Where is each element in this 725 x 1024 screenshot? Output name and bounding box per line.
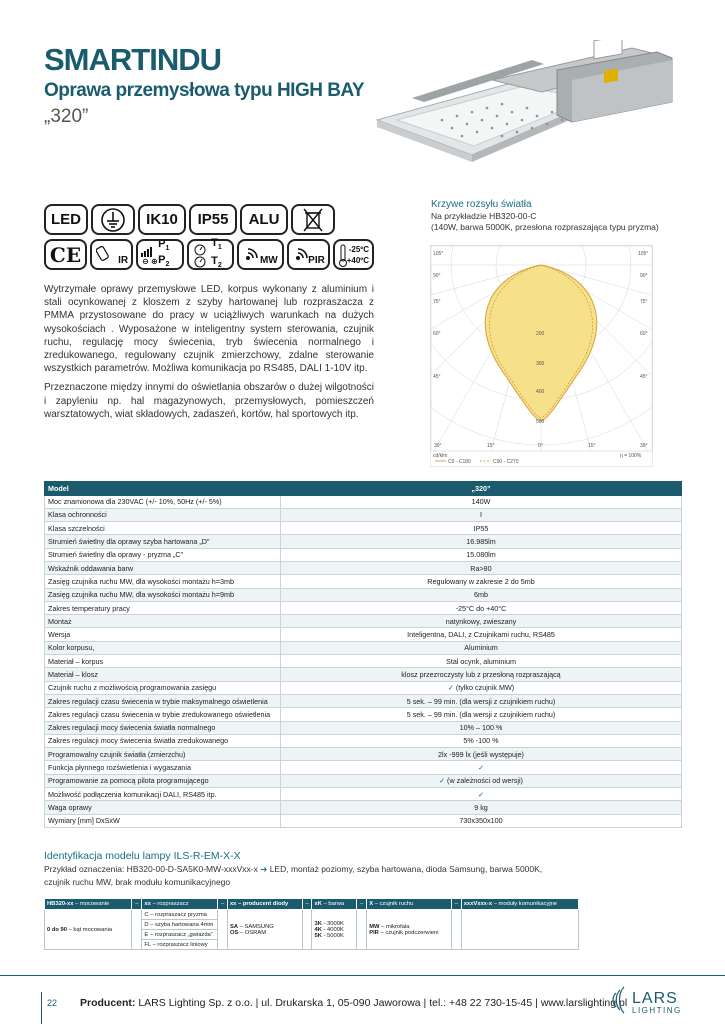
radial-label: 300 <box>536 361 545 367</box>
brand-title: SMARTINDU <box>44 42 221 77</box>
temperature-range-icon: -25ºC +40ºC <box>333 239 374 270</box>
table-row <box>45 522 682 535</box>
table-row <box>45 694 682 707</box>
spec-label: Możliwość podłączenia komunikacji DALI, RS485 itp. <box>45 788 281 801</box>
table-row <box>45 548 682 561</box>
spec-value: Ra>80 <box>281 561 682 574</box>
code-header: xx – rozpraszacz <box>142 899 218 910</box>
table-row <box>45 668 682 681</box>
spec-label: Waga oprawy <box>45 801 281 814</box>
ir-remote-icon <box>90 239 133 270</box>
table-row <box>45 721 682 734</box>
product-description <box>44 283 374 427</box>
diffuser-option: FL – rozpraszacz liniowy <box>142 940 218 950</box>
feature-icons <box>44 204 374 274</box>
led-badge: LED <box>44 204 88 235</box>
spec-value: 16.985lm <box>281 535 682 548</box>
curve-subtitle: (140W, barwa 5000K, przesłona rozpraszająca typu pryzma) <box>431 222 659 232</box>
ce-mark: CE <box>44 239 87 270</box>
check-icon: ✓ <box>439 776 446 786</box>
spec-value: IP55 <box>281 522 682 535</box>
footer-divider <box>0 975 725 976</box>
light-distribution-diagram <box>430 245 653 467</box>
angle-label: 75° <box>640 299 648 305</box>
arrow-icon: ➔ <box>260 864 268 874</box>
radial-label: 200 <box>536 331 545 337</box>
curve-title: Krzywe rozsyłu światła <box>431 199 532 210</box>
svg-text:LARS: LARS <box>632 990 678 1007</box>
spec-label: Strumień świetlny dla oprawy - pryzma „C” <box>45 548 281 561</box>
lars-lighting-logo <box>612 983 687 1017</box>
spec-value <box>281 761 682 774</box>
spec-label: Materiał – korpus <box>45 655 281 668</box>
spec-value: Aluminium <box>281 641 682 654</box>
unit-label: cd/klm <box>433 453 448 459</box>
spec-label: Zasięg czujnika ruchu MW, dla wysokości montażu h=3mb <box>45 575 281 588</box>
spec-value: 15.080lm <box>281 548 682 561</box>
spec-table <box>44 481 682 828</box>
ik10-badge: IK10 <box>138 204 186 235</box>
radial-label: 500 <box>536 419 545 425</box>
spec-value: 5% -100 % <box>281 734 682 747</box>
angle-label: 75° <box>433 299 441 305</box>
table-header-row <box>45 482 682 496</box>
spec-value <box>281 788 682 801</box>
ip55-badge: IP55 <box>189 204 237 235</box>
table-row <box>45 774 682 787</box>
spec-label: Wersja <box>45 628 281 641</box>
sensor-cell: MW – mikrofala PIR – czujnik podczerwieni <box>367 910 452 950</box>
ground-icon <box>91 204 135 235</box>
angle-label: 0° <box>538 443 543 449</box>
spec-label: Materiał – klosz <box>45 668 281 681</box>
angle-label: 15° <box>487 443 495 449</box>
description-paragraph: Wytrzymałe oprawy przemysłowe LED, korpus wykonany z aluminium i stali ocynkowanej z kloszem z szyby hartowanej lub rozpraszacza z PMMA przystosowane do pracy w uciążliwych warunkach na dużych wysokościach . Wyposażone w inteligentny system sterowania, czujnik ruchu, regulację mocy świecenia, tryb świecenia normalnego i zredukowanego, regulowany czujnik zmierzchowy, zdalne sterowanie wszystkich parametrów. Możliwa komunikacja po RS485, DALI 1-10V itp. <box>44 284 374 375</box>
timer-icon: $T_1$ $T_2$ <box>187 239 234 270</box>
spec-value: ✓ (tylko czujnik MW) <box>281 681 682 694</box>
table-header-value: „320” <box>281 482 682 496</box>
table-row <box>45 508 682 521</box>
angle-label: 45° <box>640 374 648 380</box>
code-header: X – czujnik ruchu <box>367 899 452 910</box>
spec-label: Kolor korpusu, <box>45 641 281 654</box>
table-row <box>45 628 682 641</box>
check-icon: ✓ <box>477 763 485 773</box>
efficiency-label: η = 100% <box>620 453 642 459</box>
spec-label: Zakres regulacji czasu świecenia w trybie maksymalnego oświetlenia <box>45 694 281 707</box>
table-row <box>45 561 682 574</box>
angle-label: 90° <box>640 273 648 279</box>
table-row <box>45 708 682 721</box>
table-row <box>45 761 682 774</box>
mount-cell: 0 do 90 – kąt mocowania <box>45 910 132 950</box>
identification-example-line2: czujnik ruchu MW, brak modułu komunikacyjnego <box>44 877 231 887</box>
table-row <box>45 615 682 628</box>
spec-value: klosz przezroczysty lub z przesłoną rozpraszającą <box>281 668 682 681</box>
spec-value: 730x350x100 <box>281 814 682 827</box>
spec-label: Programowalny czujnik światła (zmierzchu) <box>45 748 281 761</box>
diffuser-option: E – rozpraszacz „gwiazda” <box>142 930 218 940</box>
table-row <box>45 588 682 601</box>
identification-example: Przykład oznaczenia: HB320-00-D-SA5K0-MW-xxxVxx-x ➔ LED, montaż poziomy, szyba hartowana, dioda Samsung, barwa 5000K, <box>44 864 543 874</box>
spec-value: 9 kg <box>281 801 682 814</box>
weee-bin-icon <box>291 204 335 235</box>
code-header: xK – barwa <box>312 899 357 910</box>
spec-label: Klasa ochronności <box>45 508 281 521</box>
spec-value: Stal ocynk, aluminium <box>281 655 682 668</box>
spec-label: Klasa szczelności <box>45 522 281 535</box>
spec-label: Zakres regulacji mocy świecenia światła zredukowanego <box>45 734 281 747</box>
diffuser-option: C – rozpraszacz pryzma <box>142 910 218 920</box>
spec-value: 2lx -999 lx (jeśli występuje) <box>281 748 682 761</box>
description-paragraph: Przeznaczone między innymi do oświetlania obszarów o dużej wilgotności i zapyleniu np. hal magazynowych, przemysłowych, pomieszczeń warsztatowych, wiat składowych, zadaszeń, kortów, hal sportowych itp. <box>44 382 374 420</box>
spec-label: Wskaźnik oddawania barw <box>45 561 281 574</box>
code-header-row: HB320-xx – mocowanie – xx – rozpraszacz – xx – producent diody – xK – barwa – X – czujnik ruchu – xxxVxxx-x – moduły komunikacyjne <box>45 899 579 910</box>
diffuser-option: D – szyba hartowana 4mm <box>142 920 218 930</box>
table-row <box>45 814 682 827</box>
table-row <box>45 601 682 614</box>
spec-value: ✓ (w zależności od wersji) <box>281 774 682 787</box>
spec-label: Czujnik ruchu z możliwością programowania zasięgu <box>45 681 281 694</box>
table-row <box>45 535 682 548</box>
spec-value: -25°C do +40°C <box>281 601 682 614</box>
spec-value: 5 sek. – 99 min. (dla wersji z czujnikiem ruchu) <box>281 694 682 707</box>
spec-value: 5 sek. – 99 min. (dla wersji z czujnikiem ruchu) <box>281 708 682 721</box>
spec-value: 10% – 100 % <box>281 721 682 734</box>
angle-label: 60° <box>433 331 441 337</box>
table-row <box>45 655 682 668</box>
legend-entry: C90 - C270 <box>493 459 519 465</box>
table-row <box>45 801 682 814</box>
spec-label: Montaż <box>45 615 281 628</box>
check-icon: ✓ <box>477 789 485 799</box>
product-subtitle: Oprawa przemysłowa typu HIGH BAY <box>44 80 365 101</box>
ir-label: IR <box>118 255 129 266</box>
angle-label: 15° <box>588 443 596 449</box>
spec-label: Moc znamionowa dla 230VAC (+/- 10%, 50Hz (+/- 5%) <box>45 495 281 508</box>
pir-sensor-icon: PIR <box>287 239 330 270</box>
svg-text:LIGHTING: LIGHTING <box>632 1006 682 1015</box>
diode-cell: SA – SAMSUNG OS – OSRAM <box>227 910 302 950</box>
table-row <box>45 575 682 588</box>
identification-title: Identyfikacja modelu lampy ILS-R-EM-X-X <box>44 850 241 862</box>
table-row <box>45 681 682 694</box>
spec-value: 6mb <box>281 588 682 601</box>
angle-label: 45° <box>433 374 441 380</box>
spec-label: Zakres temperatury pracy <box>45 601 281 614</box>
curve-subtitle: Na przykładzie HB320-00-C <box>431 211 537 221</box>
spec-label: Funkcja płynnego rozświetlenia i wygaszania <box>45 761 281 774</box>
code-header: xx – producent diody <box>227 899 302 910</box>
table-row <box>45 748 682 761</box>
angle-label: 30° <box>434 443 442 449</box>
table-row <box>45 495 682 508</box>
angle-label: 105° <box>433 251 444 257</box>
angle-label: 30° <box>640 443 648 449</box>
footer-producer: Producent: LARS Lighting Sp. z o.o. | ul. Drukarska 1, 05-090 Jaworowa | tel.: +48 22 730-15-45 | www.larslighting.pl <box>80 997 628 1009</box>
spec-label: Strumień świetlny dla oprawy szyba hartowana „D” <box>45 535 281 548</box>
spec-label: Programowanie za pomocą pilota programującego <box>45 774 281 787</box>
spec-value: Inteligentna, DALI, z Czujnikami ruchu, RS485 <box>281 628 682 641</box>
table-row <box>45 734 682 747</box>
product-image <box>372 40 677 175</box>
spec-label: Zasięg czujnika ruchu MW, dla wysokości montażu h=9mb <box>45 588 281 601</box>
legend-entry: C0 - C180 <box>448 459 471 465</box>
table-row <box>45 641 682 654</box>
table-row <box>45 788 682 801</box>
product-model: „320” <box>44 106 89 127</box>
spec-value: I <box>281 508 682 521</box>
spec-value: 140W <box>281 495 682 508</box>
check-icon: ✓ <box>447 683 454 693</box>
microwave-sensor-icon: MW <box>237 239 284 270</box>
page-number: 22 <box>47 998 58 1008</box>
code-header: HB320-xx – mocowanie <box>45 899 132 910</box>
table-header-label: Model <box>45 482 281 496</box>
angle-label: 60° <box>640 331 648 337</box>
spec-value: Regulowany w zakresie 2 do 5mb <box>281 575 682 588</box>
footer-vertical-divider <box>41 992 42 1024</box>
angle-label: 105° <box>638 251 649 257</box>
model-code-table <box>44 898 579 950</box>
spec-value: natynkowy, zwieszany <box>281 615 682 628</box>
website-link[interactable]: www.larslighting.pl <box>540 997 628 1009</box>
power-level-icon: ⊖ ⊕ $P_1$ $P_2$ <box>136 239 183 270</box>
angle-label: 90° <box>433 273 441 279</box>
code-header: xxxVxxx-x – moduły komunikacyjne <box>461 899 578 910</box>
alu-badge: ALU <box>240 204 288 235</box>
radial-label: 400 <box>536 389 545 395</box>
spec-label: Zakres regulacji mocy świecenia światła normalnego <box>45 721 281 734</box>
spec-label: Wymiary [mm] DxSxW <box>45 814 281 827</box>
color-cell: 3K - 3000K 4K - 4000K 5K - 5000K <box>312 910 357 950</box>
spec-label: Zakres regulacji czasu świecenia w trybie zredukowanego oświetlenia <box>45 708 281 721</box>
